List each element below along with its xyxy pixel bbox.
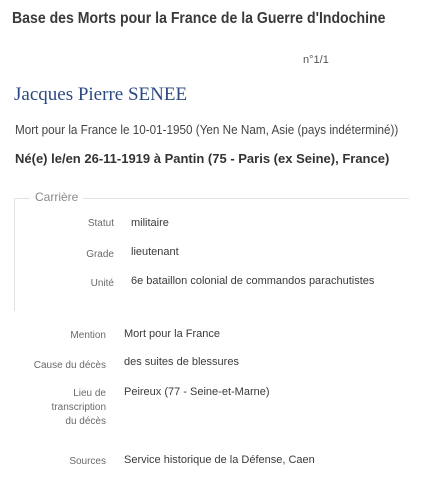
unite-value: 6e bataillon colonial de commandos parachutistes — [131, 275, 375, 287]
sources-label: Sources — [69, 456, 106, 467]
cause-value: des suites de blessures — [124, 356, 239, 368]
grade-value: lieutenant — [131, 246, 179, 258]
death-info: Mort pour la France le 10-01-1950 (Yen Ne Nam, Asie (pays indéterminé)) — [15, 122, 399, 137]
person-name: Jacques Pierre SENEE — [14, 84, 188, 105]
career-legend: Carrière — [30, 190, 83, 204]
record-number: n°1/1 — [303, 54, 329, 66]
mention-label: Mention — [70, 330, 106, 341]
lieu-value: Peireux (77 - Seine-et-Marne) — [124, 386, 270, 398]
statut-value: militaire — [131, 217, 169, 229]
statut-label: Statut — [87, 218, 114, 229]
sources-value: Service historique de la Défense, Caen — [124, 454, 315, 466]
lieu-label: Lieu de transcription du décès — [51, 388, 106, 427]
mention-value: Mort pour la France — [124, 328, 220, 340]
cause-label: Cause du décès — [33, 360, 106, 371]
grade-label: Grade — [86, 249, 114, 260]
database-title: Base des Morts pour la France de la Guerre d'Indochine — [12, 10, 386, 27]
birth-info: Né(e) le/en 26-11-1919 à Pantin (75 - Paris (ex Seine), France) — [15, 151, 390, 166]
unite-label: Unité — [90, 278, 114, 289]
